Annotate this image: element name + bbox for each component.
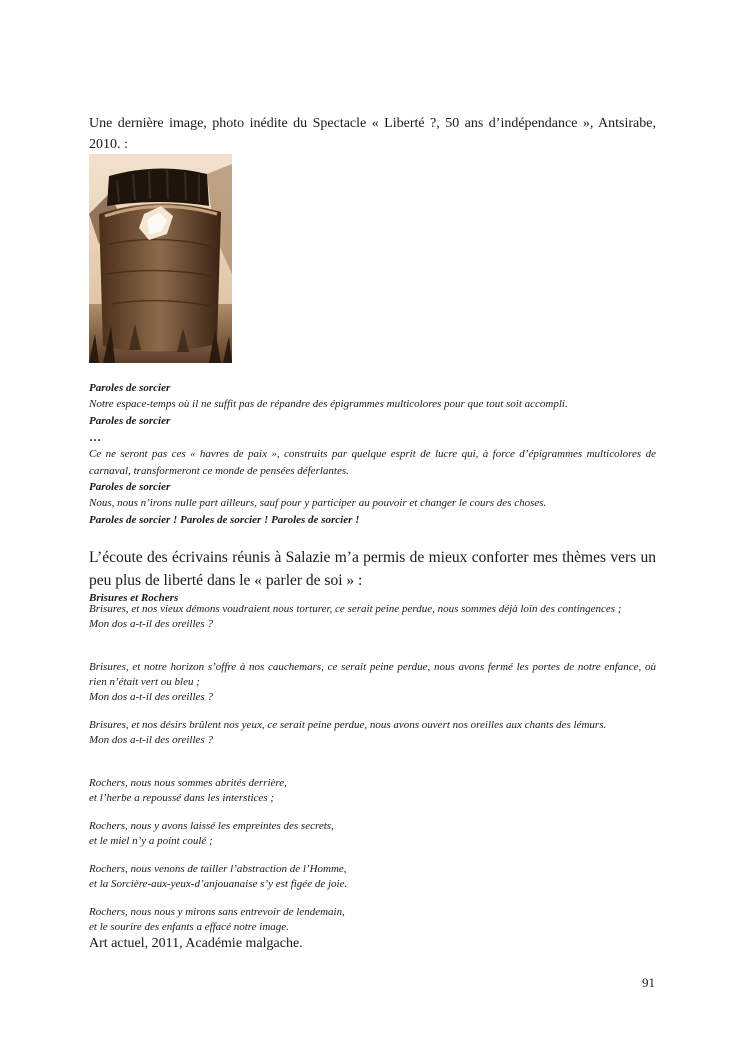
sorcier-heading-3: Paroles de sorcier — [89, 481, 171, 493]
sorcier-line-3: Nous, nous n’irons nulle part ailleurs, sauf pour y participer au pouvoir et changer le cours des choses. — [89, 497, 547, 509]
poem-stanza — [89, 905, 656, 935]
poem-line: Brisures, et notre horizon s’offre à nos cauchemars, ce serait peine perdue, nous avons fermé les portes de notre enfance, où rien n’était vert ou bleu ; — [89, 661, 656, 688]
poem-stanza — [89, 819, 656, 849]
sepia-photo-image — [89, 154, 232, 363]
sorcier-line-1: Notre espace-temps où il ne suffit pas de répandre des épigrammes multicolores pour que tout soit accompli. — [89, 398, 568, 410]
poem-stanza — [89, 862, 656, 892]
sorcier-finale: Paroles de sorcier ! Paroles de sorcier ! Paroles de sorcier ! — [89, 514, 360, 526]
sorcier-heading-1: Paroles de sorcier — [89, 382, 171, 394]
poem-line: Brisures, et nos vieux démons voudraient nous torturer, ce serait peine perdue, nous sommes déjà loin des contingences ; — [89, 603, 622, 615]
poem-line: et le sourire des enfants a effacé notre image. — [89, 921, 289, 933]
credit-line: Art actuel, 2011, Académie malgache. — [89, 936, 303, 951]
poem-line: Rochers, nous nous y mirons sans entrevoir de lendemain, — [89, 906, 345, 918]
poem-line: Brisures, et nos désirs brûlent nos yeux, ce serait peine perdue, nous avons ouvert nos oreilles aux chants des lémurs. — [89, 719, 607, 731]
sorcier-ellipsis: … — [89, 430, 101, 444]
poem-line: et la Sorcière-aux-yeux-d’anjouanaise s’y est figée de joie. — [89, 878, 348, 890]
poem-line: Mon dos a-t-il des oreilles ? — [89, 691, 213, 703]
poem-line: Rochers, nous nous sommes abrités derrière, — [89, 777, 287, 789]
poem-line: et l’herbe a repoussé dans les interstices ; — [89, 792, 275, 804]
poem-line: Rochers, nous venons de tailler l’abstraction de l’Homme, — [89, 863, 347, 875]
poem-line: Mon dos a-t-il des oreilles ? — [89, 618, 213, 630]
poem-stanza — [89, 776, 656, 806]
sorcier-line-2: Ce ne seront pas ces « havres de paix », construits par quelque esprit de lucre qui, à force d’épigrammes multicolores de carnaval, transformeront ce monde de pensées déferlantes. — [89, 448, 656, 477]
poem-line: Mon dos a-t-il des oreilles ? — [89, 734, 213, 746]
poem-stanza — [89, 660, 656, 705]
poem-stanza — [89, 602, 656, 632]
poem-line: et le miel n’y a point coulé ; — [89, 835, 213, 847]
poem-stanza — [89, 718, 656, 748]
tree-stump-photo — [89, 154, 232, 363]
intro-paragraph: Une dernière image, photo inédite du Spectacle « Liberté ?, 50 ans d’indépendance », Antsirabe, 2010. : — [89, 116, 656, 152]
sorcier-heading-2: Paroles de sorcier — [89, 415, 171, 427]
poem-title: Brisures et Rochers — [89, 592, 179, 604]
poem-line: Rochers, nous y avons laissé les empreintes des secrets, — [89, 820, 334, 832]
lead-paragraph: L’écoute des écrivains réunis à Salazie m’a permis de mieux conforter mes thèmes vers un peu plus de liberté dans le « parler de soi » : — [89, 549, 656, 589]
page-number: 91 — [642, 975, 655, 990]
